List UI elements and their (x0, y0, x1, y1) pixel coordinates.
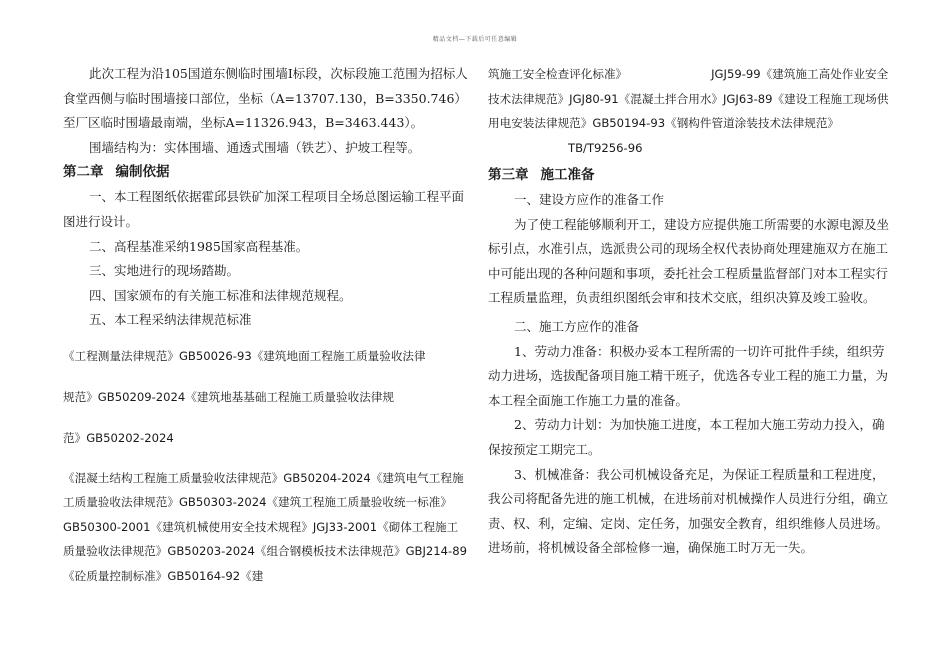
section-2-paragraph-1: 1、劳动力准备：积极办妥本工程所需的一切许可批件手续，组织劳动力进场，选拔配备项目施工精干班子，优选各专业工程的施工力量，为本工程全面施工作施工力量的准备。 (488, 343, 889, 408)
standards-block: 《混凝土结构工程施工质量验收法律规范》GB50204-2024《建筑电气工程施工质量验收法律规范》GB50303-2024《建筑工程施工质量验收统一标准》GB50300-2001《建筑机械使用安全技术规程》JGJ33-2001《砌体工程施工质量验收法律规范》GB50203-2024《组合钢模板技术法律规范》GBJ214-89《砼质量控制标准》GB50164-92《建 (63, 470, 467, 583)
chapter-3-number: 第三章 (488, 167, 529, 183)
chapter-3-title: 施工准备 (540, 167, 595, 183)
section-2-paragraph-3: 3、机械准备：我公司机械设备充足，为保证工程质量和工程进度，我公司将配备先进的施工机械，在进场前对机械操作人员进行分组，确立责、权、利，定编、定岗、定任务，加强安全教育，组织维修人员进场。进场前，将机械设备全部检修一遍，确保施工时万无一失。 (488, 466, 889, 556)
standards-continuation-b: JGJ59-99《建筑施工高处作业安全技术法律规范》JGJ80-91《混凝土拌合用水》JGJ63-89《建设工程施工现场供用电安装法律规范》GB50194-93《钢构件管道涂装技术法律规范》 (488, 67, 889, 130)
chapter-3-heading (488, 163, 893, 188)
standards-continuation-c: TB/T9256-96 (568, 140, 643, 155)
basis-item-5: 五、本工程采纳法律规范标准 (89, 312, 252, 328)
standards-continuation (488, 62, 893, 160)
standards-line-2: 规范》GB50209-2024《建筑地基基础工程施工质量验收法律规 (63, 389, 394, 404)
section-1-title: 一、建设方应作的准备工作 (514, 192, 665, 207)
section-2-paragraph-2: 2、劳动力计划：为加快施工进度，本工程加大施工劳动力投入，确保按预定工期完工。 (488, 417, 885, 457)
basis-item-1: 一、本工程图纸依据霍邱县铁矿加深工程项目全场总图运输工程平面图进行设计。 (63, 189, 465, 229)
wall-structure-paragraph: 围墙结构为：实体围墙、通透式围墙（铁艺）、护坡工程等。 (89, 139, 421, 155)
intro-paragraph: 此次工程为沿105国道东侧临时围墙Ⅰ标段，次标段施工范围为招标人食堂西侧与临时围墙接口部位，坐标（A=13707.130，B=3350.746）至厂区临时围墙最南端，坐标A=11326.943，B=3463.443）。 (63, 66, 468, 131)
standards-line-3: 范》GB50202-2024 (63, 430, 174, 445)
basis-item-4: 四、国家颁布的有关施工标准和法律规范规程。 (89, 287, 352, 303)
standards-continuation-a: 筑施工安全检查评化标准》 (488, 67, 628, 81)
chapter-2-number: 第二章 (63, 164, 104, 181)
page-header: 精品文档—下载后可任意编辑 (432, 36, 518, 43)
left-column (63, 62, 468, 588)
standards-line-1: 《工程测量法律规范》GB50026-93《建筑地面工程施工质量验收法律 (63, 348, 426, 363)
basis-item-3: 三、实地进行的现场踏勘。 (89, 263, 240, 279)
basis-item-2: 二、高程基准采纳1985国家高程基准。 (89, 238, 309, 254)
chapter-2-title: 编制依据 (115, 164, 170, 181)
right-column (488, 62, 893, 561)
section-2-title: 二、施工方应作的准备 (514, 318, 640, 334)
chapter-2-heading (63, 160, 468, 185)
section-1-body: 为了使工程能够顺利开工，建设方应提供施工所需要的水源电源及坐标引点，水准引点，选派贵公司的现场全权代表协商处理建施双方在施工中可能出现的各种问题和事项，委托社会工程质量监督部门对本工程实行工程质量监理，负责组织图纸会审和技术交底，组织决算及竣工验收。 (488, 216, 890, 306)
